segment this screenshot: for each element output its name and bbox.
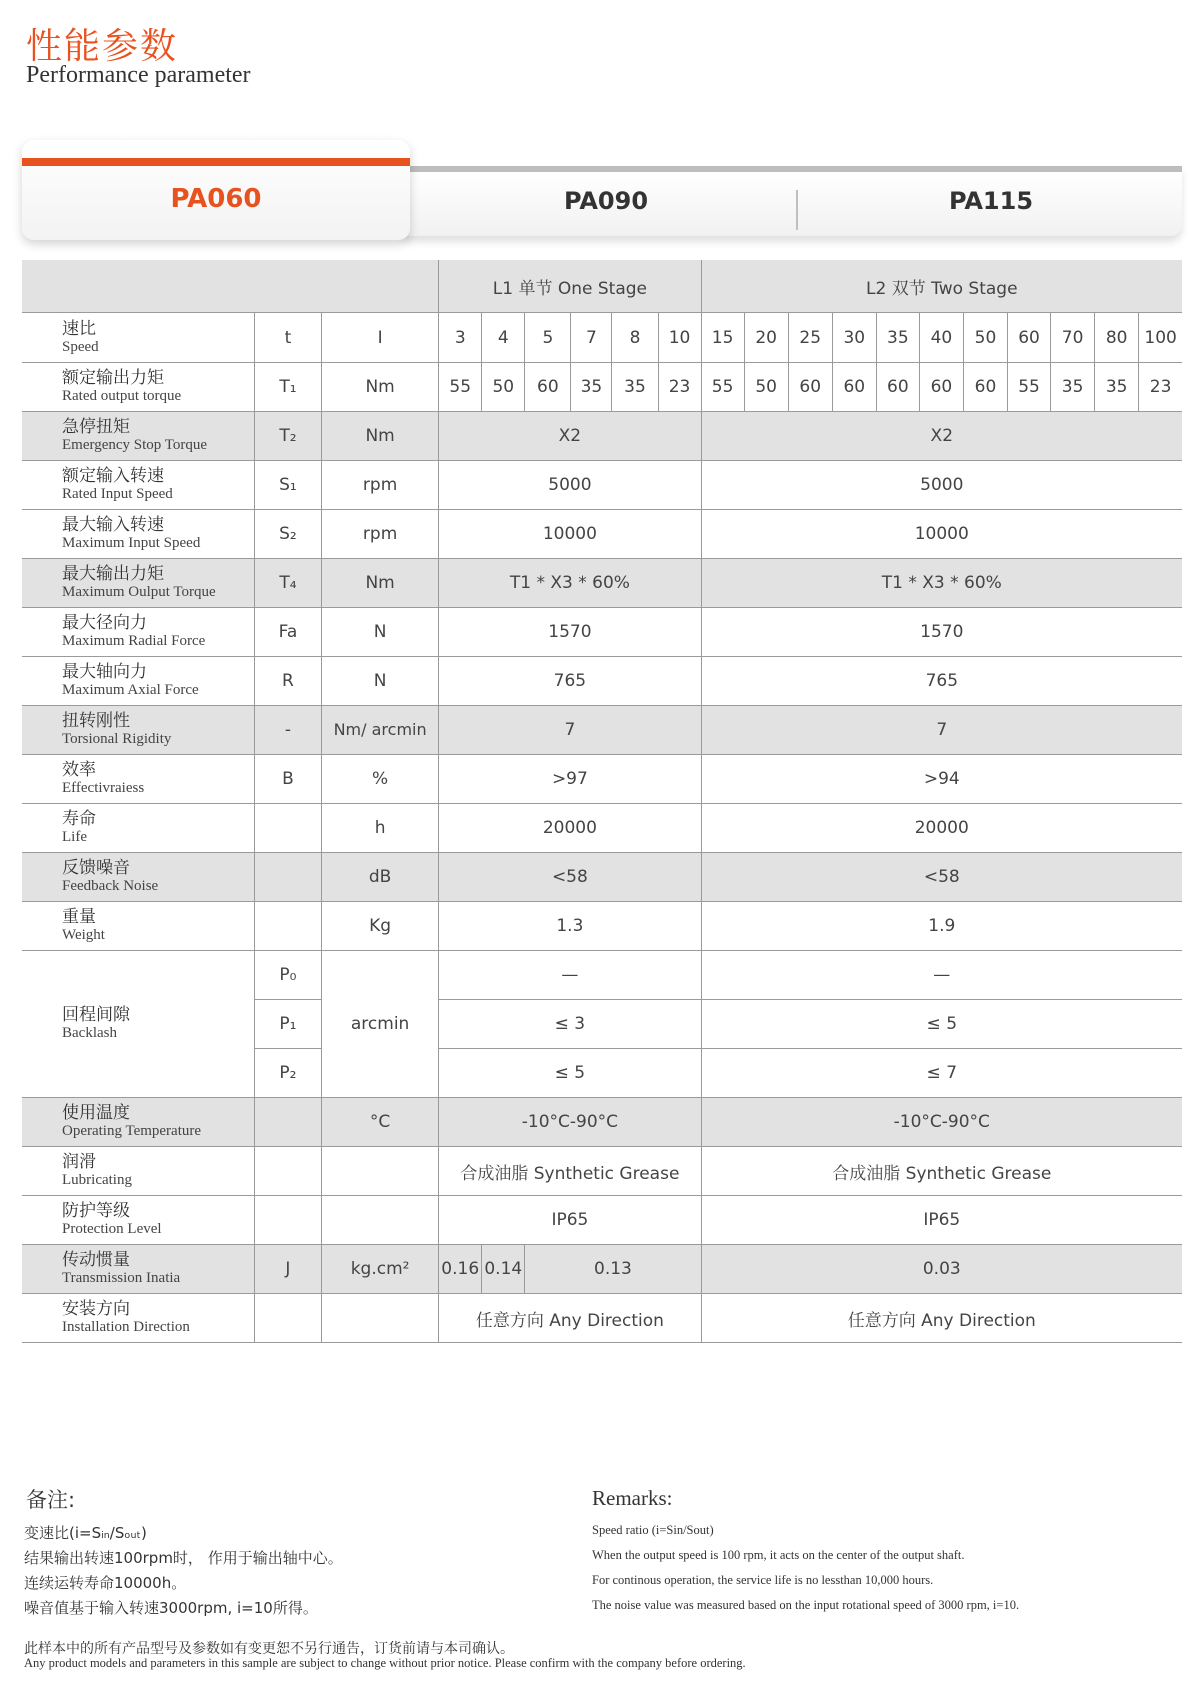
param-symbol: t [254, 313, 321, 363]
param-symbol: T₄ [254, 559, 321, 608]
param-row [22, 510, 1182, 559]
inertia-value: 0.16 [439, 1245, 482, 1294]
tab-label: PA090 [563, 187, 649, 215]
ratio-row [22, 313, 1182, 363]
param-name-zh: 传动惯量 [62, 1250, 130, 1270]
param-row [22, 559, 1182, 608]
param-row [22, 608, 1182, 657]
param-unit: Kg [321, 902, 438, 951]
footer-disclaimer-en: Any product models and parameters in this sample are subject to change without prior notice. Please confirm with the company before ordering. [24, 1656, 746, 1670]
param-name-zh: 扭转刚性 [62, 711, 130, 731]
stage-two-value: IP65 [701, 1196, 1182, 1245]
tab-label: PA115 [948, 187, 1034, 215]
stage-one-value: ≤ 3 [439, 1000, 701, 1049]
note-en-line: The noise value was measured based on the input rotational speed of 3000 rpm, i=10. [592, 1598, 1020, 1612]
inertia-value: 0.13 [525, 1245, 701, 1294]
backlash-row [22, 951, 1182, 1000]
param-symbol: Fa [254, 608, 321, 657]
backlash-level: P₀ [254, 951, 321, 1000]
stage-two-value: 1.9 [701, 902, 1182, 951]
model-tabs [22, 140, 1182, 240]
param-symbol [254, 853, 321, 902]
torque-value: 60 [919, 363, 963, 412]
stage-two-value: 7 [701, 706, 1182, 755]
param-symbol [254, 804, 321, 853]
param-name-en: Weight [62, 927, 105, 943]
note-zh-line: 连续运转寿命10000h。 [24, 1574, 187, 1592]
stage-header-row [22, 260, 1182, 313]
stage-one-value: IP65 [439, 1196, 701, 1245]
torque-value: 60 [788, 363, 832, 412]
param-name-en: Lubricating [62, 1172, 132, 1188]
param-symbol: R [254, 657, 321, 706]
param-unit: N [321, 657, 438, 706]
ratio-value: 40 [919, 313, 963, 363]
stage-one-value: T1 * X3 * 60% [439, 559, 701, 608]
tab-pa115[interactable] [800, 172, 1182, 230]
param-name-en: Speed [62, 338, 99, 355]
param-name [22, 902, 254, 951]
stage-two-value: 5000 [701, 461, 1182, 510]
param-name [22, 1196, 254, 1245]
param-unit: rpm [321, 510, 438, 559]
tab-divider [796, 190, 798, 230]
torque-value: 60 [876, 363, 919, 412]
backlash-level: P₂ [254, 1049, 321, 1098]
stage-one-value: 5000 [439, 461, 701, 510]
param-name-en: Transmission Inatia [62, 1270, 181, 1286]
stage-one-value: -10°C-90°C [439, 1098, 701, 1147]
torque-value: 55 [1008, 363, 1051, 412]
param-name [22, 1294, 254, 1343]
param-row [22, 1098, 1182, 1147]
param-symbol: S₁ [254, 461, 321, 510]
ratio-value: 15 [701, 313, 744, 363]
stage-two-value: 0.03 [701, 1245, 1182, 1294]
param-name-en: Maximum Input Speed [62, 535, 201, 551]
inertia-value: 0.14 [482, 1245, 525, 1294]
tab-pa090[interactable] [412, 172, 800, 230]
param-name-en: Operating Temperature [62, 1123, 202, 1139]
param-name [22, 804, 254, 853]
stage-two-value: -10°C-90°C [701, 1098, 1182, 1147]
param-name-en: Emergency Stop Torque [62, 437, 208, 453]
direction-row [22, 1294, 1182, 1343]
param-row [22, 657, 1182, 706]
footer-disclaimer-zh: 此样本中的所有产品型号及参数如有变更恕不另行通告，订货前请与本司确认。 [24, 1641, 514, 1657]
backlash-level: P₁ [254, 1000, 321, 1049]
param-row [22, 902, 1182, 951]
param-name-en: Rated Input Speed [62, 486, 173, 502]
param-unit [321, 1294, 438, 1343]
param-name-zh: 额定输入转速 [62, 466, 164, 486]
param-row [22, 853, 1182, 902]
param-name [22, 608, 254, 657]
ratio-value: 50 [963, 313, 1007, 363]
param-name-en: Rated output torque [62, 388, 182, 404]
note-en-line: For continous operation, the service life is no lessthan 10,000 hours. [592, 1573, 934, 1587]
param-unit: dB [321, 853, 438, 902]
active-tab-indicator [22, 158, 410, 166]
ratio-value: 80 [1095, 313, 1139, 363]
backlash-unit: arcmin [321, 951, 438, 1098]
stage-one-value: 10000 [439, 510, 701, 559]
param-symbol: J [254, 1245, 321, 1294]
ratio-value: 60 [1008, 313, 1051, 363]
param-name-en: Backlash [62, 1025, 117, 1041]
ratio-value: 7 [571, 313, 612, 363]
param-row [22, 1147, 1182, 1196]
param-name [22, 951, 254, 1098]
param-name-en: Life [62, 829, 87, 845]
torque-value: 60 [832, 363, 876, 412]
param-unit: I [321, 313, 438, 363]
param-name [22, 461, 254, 510]
param-name [22, 706, 254, 755]
stage-one-value: 765 [439, 657, 701, 706]
tab-label: PA060 [170, 184, 262, 214]
param-name-en: Maximum Axial Force [62, 682, 199, 698]
ratio-value: 5 [525, 313, 571, 363]
param-name-en: Maximum Radial Force [62, 633, 206, 649]
stage-two-value: 10000 [701, 510, 1182, 559]
param-row [22, 461, 1182, 510]
note-zh-line: 变速比(i=Sᵢₙ/Sₒᵤₜ) [24, 1524, 147, 1542]
page-subtitle: Performance parameter [26, 62, 251, 88]
param-name-zh: 润滑 [62, 1152, 96, 1172]
stage-one-value: 1570 [439, 608, 701, 657]
note-en-line: Speed ratio (i=Sin/Sout) [592, 1523, 714, 1537]
param-row [22, 804, 1182, 853]
param-name [22, 1098, 254, 1147]
stage-one-value: — [439, 951, 701, 1000]
spec-table [22, 260, 1182, 1343]
param-name [22, 313, 254, 363]
stage-two-value: 1570 [701, 608, 1182, 657]
param-unit: Nm/ arcmin [321, 706, 438, 755]
param-name [22, 1147, 254, 1196]
param-unit: Nm [321, 412, 438, 461]
param-name [22, 559, 254, 608]
param-name-zh: 寿命 [62, 809, 96, 829]
torque-value: 23 [1139, 363, 1182, 412]
param-name [22, 657, 254, 706]
stage-one-header: L1 单节 One Stage [439, 260, 701, 313]
param-unit [321, 1196, 438, 1245]
param-symbol [254, 1294, 321, 1343]
stage-two-value: — [701, 951, 1182, 1000]
param-row [22, 1196, 1182, 1245]
param-name-en: Maximum Oulput Torque [62, 584, 216, 600]
torque-value: 35 [1051, 363, 1095, 412]
tab-pa060[interactable] [22, 140, 410, 240]
stage-one-value: >97 [439, 755, 701, 804]
param-name-zh: 额定输出力矩 [62, 368, 164, 388]
note-zh-line: 结果输出转速100rpm时， 作用于输出轴中心。 [24, 1549, 343, 1567]
torque-value: 60 [525, 363, 571, 412]
torque-row [22, 363, 1182, 412]
param-symbol: B [254, 755, 321, 804]
param-symbol: T₁ [254, 363, 321, 412]
stage-one-value: 7 [439, 706, 701, 755]
param-symbol [254, 1147, 321, 1196]
param-name-en: Effectivraiess [62, 780, 145, 796]
param-name-zh: 急停扭矩 [62, 417, 130, 437]
stage-one-value: 合成油脂 Synthetic Grease [439, 1147, 701, 1196]
torque-value: 35 [571, 363, 612, 412]
stage-two-value: 765 [701, 657, 1182, 706]
stage-one-value: X2 [439, 412, 701, 461]
param-unit: Nm [321, 363, 438, 412]
param-unit: Nm [321, 559, 438, 608]
notes-en-title: Remarks: [592, 1486, 673, 1510]
param-unit: % [321, 755, 438, 804]
param-name-zh: 回程间隙 [62, 1005, 130, 1025]
ratio-value: 35 [876, 313, 919, 363]
stage-two-value: T1 * X3 * 60% [701, 559, 1182, 608]
ratio-value: 3 [439, 313, 482, 363]
param-name-zh: 最大输入转速 [62, 515, 164, 535]
stage-one-value: ≤ 5 [439, 1049, 701, 1098]
param-name-en: Installation Direction [62, 1319, 190, 1335]
param-row [22, 706, 1182, 755]
ratio-value: 70 [1051, 313, 1095, 363]
param-symbol [254, 1098, 321, 1147]
param-name-zh: 最大输出力矩 [62, 564, 164, 584]
note-zh-line: 噪音值基于输入转速3000rpm, i=10所得。 [24, 1599, 318, 1617]
param-symbol: S₂ [254, 510, 321, 559]
torque-value: 55 [439, 363, 482, 412]
param-unit: kg.cm² [321, 1245, 438, 1294]
param-unit: °C [321, 1098, 438, 1147]
torque-value: 35 [1095, 363, 1139, 412]
param-name [22, 755, 254, 804]
param-name [22, 412, 254, 461]
stage-two-header: L2 双节 Two Stage [701, 260, 1182, 313]
torque-value: 23 [658, 363, 701, 412]
param-name-zh: 安装方向 [62, 1299, 130, 1319]
param-symbol [254, 1196, 321, 1245]
torque-value: 55 [701, 363, 744, 412]
param-name-zh: 速比 [62, 318, 96, 339]
stage-two-value: <58 [701, 853, 1182, 902]
stage-two-value: >94 [701, 755, 1182, 804]
ratio-value: 10 [658, 313, 701, 363]
param-name [22, 1245, 254, 1294]
param-name [22, 510, 254, 559]
param-name-zh: 效率 [62, 760, 96, 780]
stage-two-value: X2 [701, 412, 1182, 461]
param-name-en: Torsional Rigidity [62, 731, 172, 747]
stage-one-value: 1.3 [439, 902, 701, 951]
stage-one-value: 20000 [439, 804, 701, 853]
param-name-zh: 使用温度 [62, 1103, 130, 1123]
param-unit: rpm [321, 461, 438, 510]
stage-one-value: <58 [439, 853, 701, 902]
param-unit: h [321, 804, 438, 853]
stage-two-value: 任意方向 Any Direction [701, 1294, 1182, 1343]
param-name-zh: 反馈噪音 [62, 858, 130, 878]
inertia-row [22, 1245, 1182, 1294]
param-name-zh: 最大径向力 [62, 613, 147, 633]
ratio-value: 20 [744, 313, 788, 363]
param-name [22, 363, 254, 412]
param-row [22, 412, 1182, 461]
param-unit [321, 1147, 438, 1196]
torque-value: 50 [482, 363, 525, 412]
ratio-value: 25 [788, 313, 832, 363]
torque-value: 50 [744, 363, 788, 412]
note-en-line: When the output speed is 100 rpm, it acts on the center of the output shaft. [592, 1548, 965, 1562]
param-unit: N [321, 608, 438, 657]
torque-value: 35 [612, 363, 658, 412]
stage-two-value: 合成油脂 Synthetic Grease [701, 1147, 1182, 1196]
param-name-en: Feedback Noise [62, 878, 159, 894]
stage-two-value: ≤ 5 [701, 1000, 1182, 1049]
param-name-zh: 防护等级 [62, 1201, 130, 1221]
param-name-zh: 最大轴向力 [62, 662, 147, 682]
notes-zh-title: 备注: [26, 1488, 76, 1512]
param-name [22, 853, 254, 902]
ratio-value: 100 [1139, 313, 1182, 363]
param-name-en: Protection Level [62, 1221, 162, 1237]
stage-one-value: 任意方向 Any Direction [439, 1294, 701, 1343]
page-title: 性能参数 [26, 26, 179, 67]
header-blank [22, 260, 439, 313]
stage-two-value: 20000 [701, 804, 1182, 853]
param-symbol: T₂ [254, 412, 321, 461]
param-symbol: - [254, 706, 321, 755]
ratio-value: 8 [612, 313, 658, 363]
stage-two-value: ≤ 7 [701, 1049, 1182, 1098]
torque-value: 60 [963, 363, 1007, 412]
param-name-zh: 重量 [62, 907, 96, 927]
ratio-value: 30 [832, 313, 876, 363]
param-row [22, 755, 1182, 804]
ratio-value: 4 [482, 313, 525, 363]
param-symbol [254, 902, 321, 951]
